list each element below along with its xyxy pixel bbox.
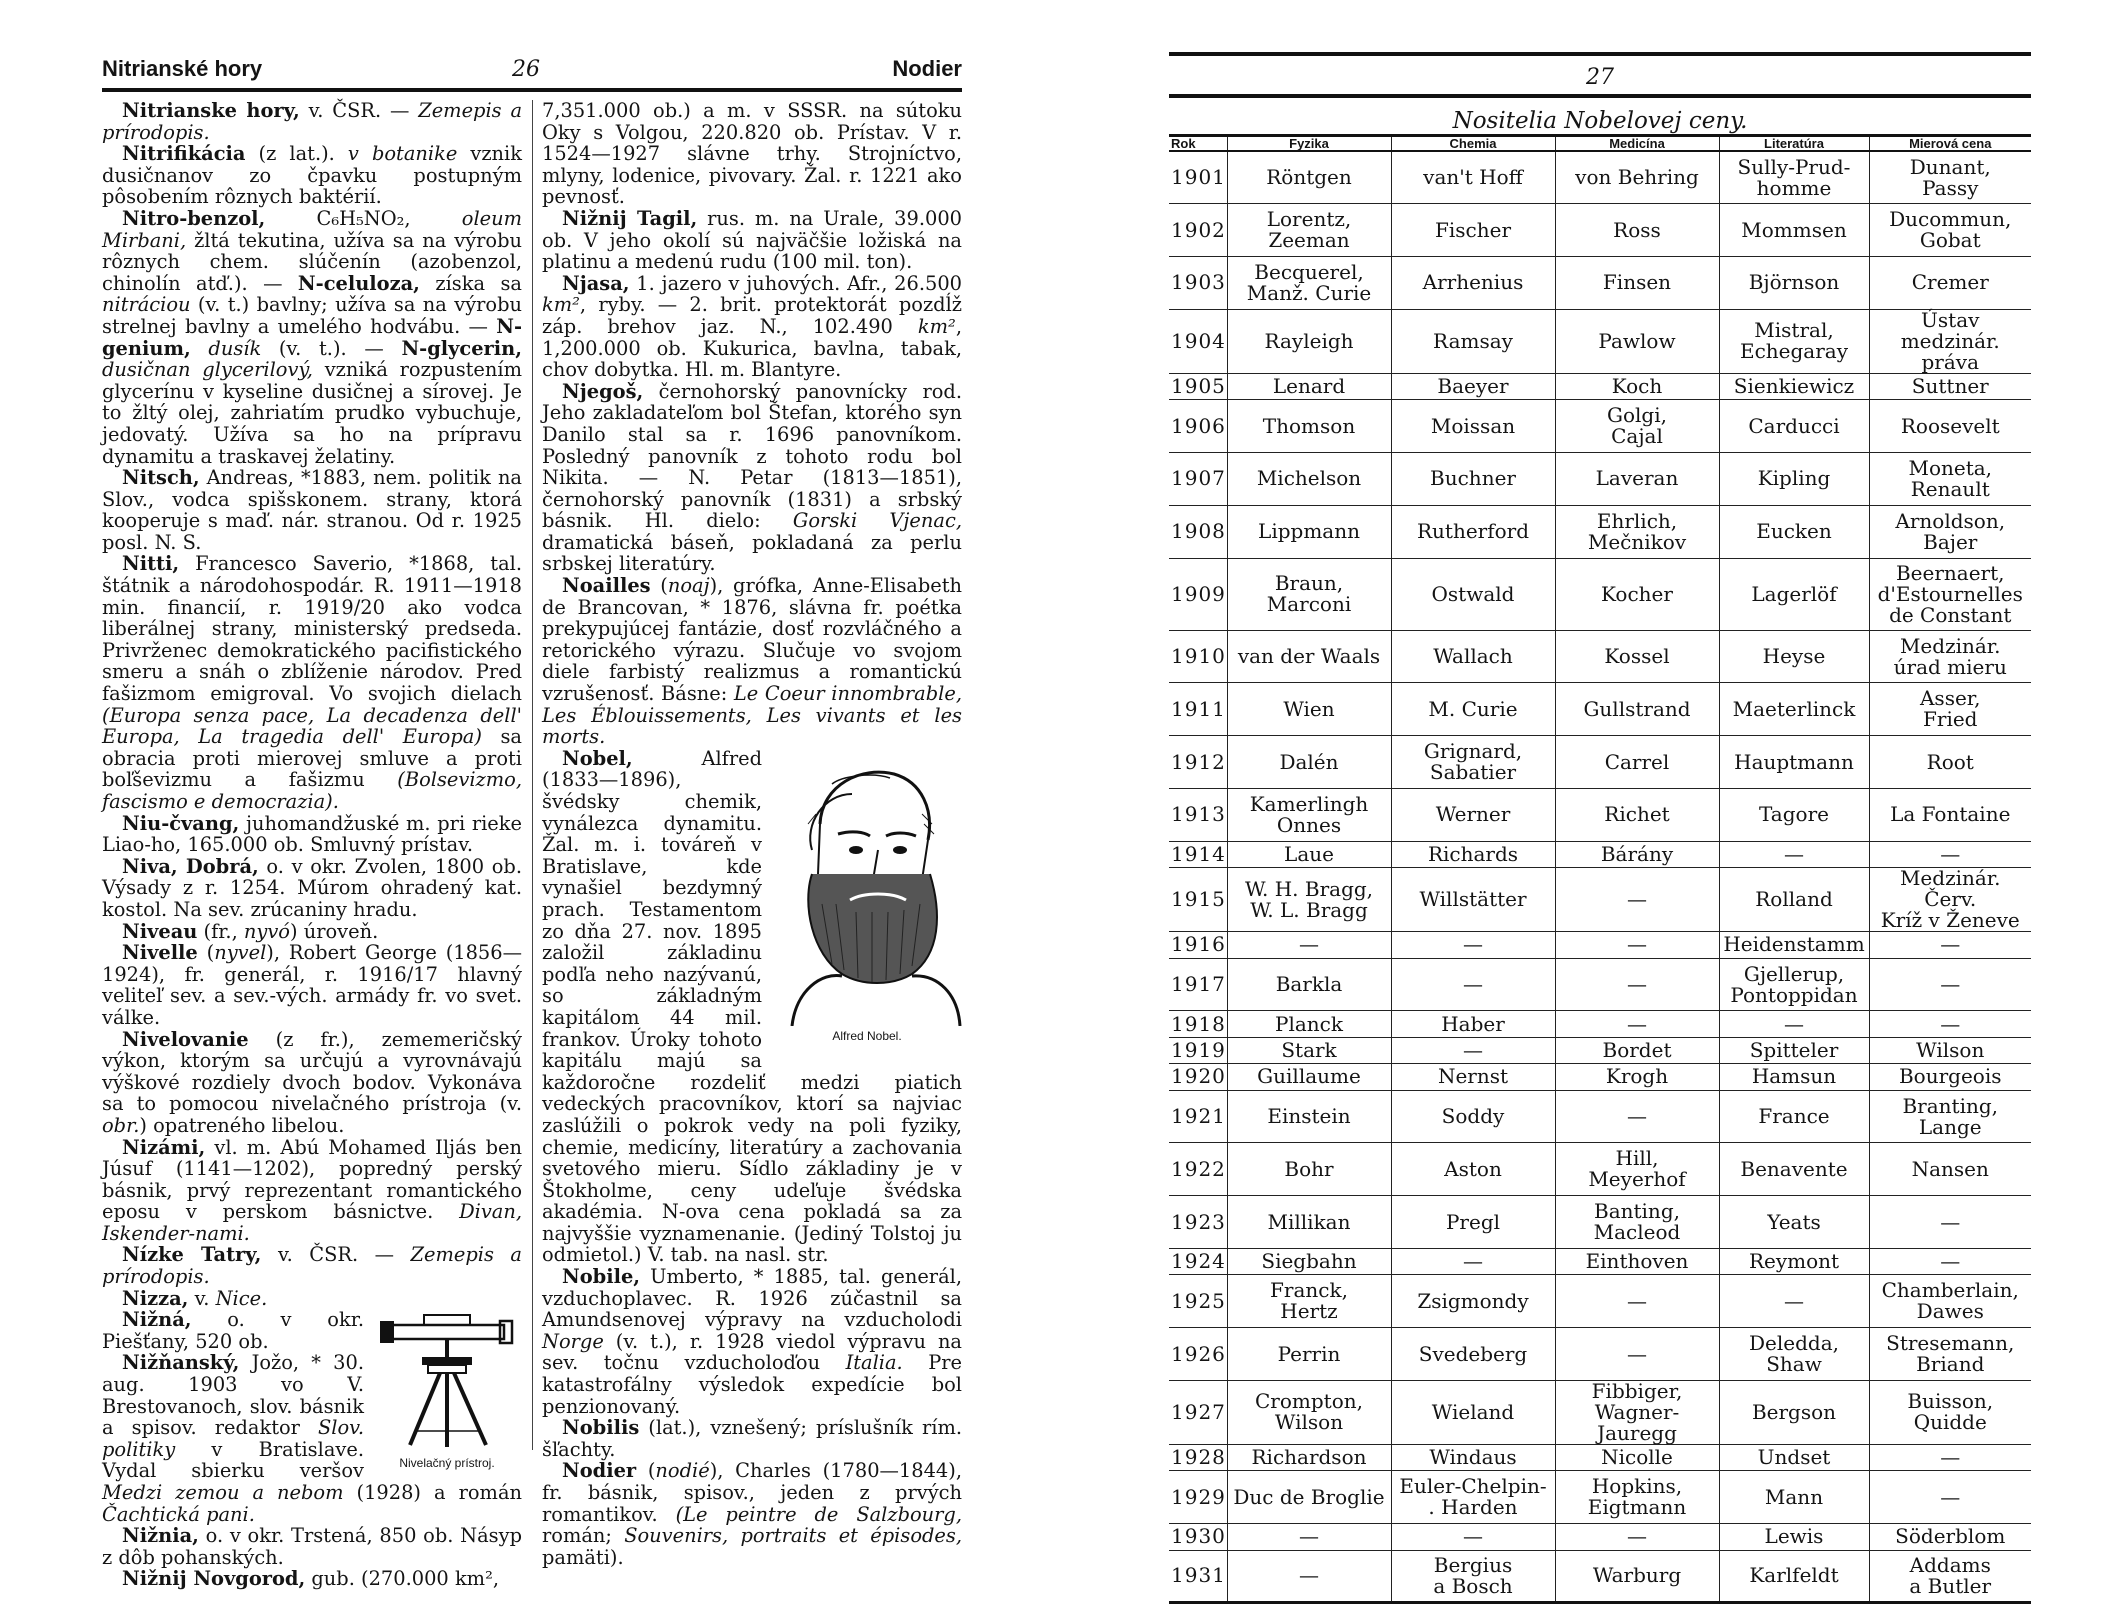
laureate-cell: Medzinár. Červ. Kríž v Ženeve: [1869, 868, 2031, 932]
year-cell: 1920: [1171, 1064, 1226, 1089]
column-rule: [532, 100, 533, 1450]
laureate-cell: —: [1555, 932, 1719, 958]
year-cell: 1921: [1169, 1090, 1227, 1143]
laureate-cell: Heidenstamm: [1719, 932, 1869, 958]
table-row: [1169, 789, 2031, 842]
laureate-cell: van der Waals: [1227, 630, 1391, 683]
entry-niva-dobra: Niva, Dobrá, o. v okr. Zvolen, 1800 ob. Výsady z r. 1254. Múrom ohradený kat. kostol. Na sev. zrúcaniny hradu.: [102, 854, 522, 921]
laureate-cell: Euler-Chelpin- . Harden: [1391, 1471, 1555, 1524]
laureate-cell: Buisson, Quidde: [1869, 1380, 2031, 1444]
table-row: [1169, 683, 2031, 736]
laureate-cell: van't Hoff: [1391, 151, 1555, 204]
table-row: [1169, 1064, 2031, 1090]
left-page-header: [102, 52, 962, 92]
laureate-cell: —: [1555, 1275, 1719, 1328]
column-header: Rok: [1169, 136, 1227, 152]
laureate-cell: Root: [1869, 736, 2031, 789]
laureate-cell: —: [1719, 841, 1869, 867]
right-running-head: Nodier: [892, 56, 962, 81]
laureate-cell: —: [1555, 868, 1719, 932]
laureate-cell: Bergius a Bosch: [1391, 1550, 1555, 1603]
table-row: [1169, 1380, 2031, 1444]
year-cell: 1910: [1169, 630, 1227, 683]
table-row: [1169, 630, 2031, 683]
laureate-cell: Siegbahn: [1227, 1249, 1391, 1275]
laureate-cell: Braun, Marconi: [1227, 558, 1391, 630]
laureate-cell: Werner: [1391, 789, 1555, 842]
laureate-cell: Laveran: [1555, 453, 1719, 506]
entry-nivelle: Nivelle (nyvel), Robert George (1856—1924), fr. generál, r. 1916/17 hlavný veliteľ sev. a sev.-vých. armády fr. vo svet. válke.: [102, 941, 522, 1029]
table-row: [1169, 400, 2031, 453]
entry-niznij-novgorod: Nižnij Novgorod, gub. (270.000 km²,: [122, 1567, 500, 1591]
laureate-cell: Deledda, Shaw: [1719, 1328, 1869, 1381]
laureate-cell: Kossel: [1555, 630, 1719, 683]
laureate-cell: Haber: [1391, 1011, 1555, 1037]
entry-njasa: Njasa, 1. jazero v juhových. Afr., 26.500 km², ryby. — 2. brit. protektorát pozdĺž záp. brehov jaz. N., 102.490 km², 1,200.000 ob. Kukurica, bavlna, tabak, chov dobytka. Hl. m. Blantyre.: [542, 271, 962, 382]
laureate-cell: —: [1869, 958, 2031, 1011]
laureate-cell: —: [1869, 841, 2031, 867]
column-header: Medicína: [1555, 136, 1719, 152]
year-cell: 1931: [1169, 1550, 1227, 1603]
entry-njegos: Njegoš, černohorský panovnícky rod. Jeho zakladateľom bol Štefan, ktorého syn Danilo stal sa r. 1696 panovníkom. Posledný panovník z tohoto rodu bol Nikita. — N. Petar (1813—1851), černohorský panovník (1831) a srbský básnik. Hl. dielo: Gorski Vjenac, dramatická báseň, pokladaná za perlu srbskej literatúry.: [542, 379, 962, 576]
table-row: [1169, 1090, 2031, 1143]
entry-nizna: Nižná, o. v okr. Piešťany, 520 ob.: [102, 1308, 364, 1353]
table-row: [1169, 257, 2031, 310]
laureate-cell: Hauptmann: [1719, 736, 1869, 789]
right-page-header: [1169, 52, 2031, 98]
entry-nitti: Nitti, Francesco Saverio, *1868, tal. štátnik a národohospodár. R. 1911—1918 min. financií, r. 1919/20 ako vodca liberálnej strany, ministerský predseda. Privrženec demokratického pacifistického smeru a snáh o zblíženie národov. Pred fašizmom emigroval. Vo svojich dielach (Europa senza pace, La decadenza dell' Europa, La tragedia dell' Europa) sa obracia proti mierovej smluve a proti boľševizmu a fašizmu (Bolsevizmo, fascismo e democrazia).: [102, 552, 522, 813]
year-cell: 1923: [1169, 1196, 1227, 1249]
laureate-cell: Asser, Fried: [1869, 683, 2031, 736]
laureate-cell: —: [1391, 1249, 1555, 1275]
entry-nivelovanie: Nivelovanie (z fr.), zememeričský výkon, ktorým sa určujú a vyrovnávajú výškové rozdiely dvoch bodov. Vykonáva sa to pomocou nivelačného prístroja (v. obr.) opatreného libelou.: [102, 1027, 522, 1137]
table-row: [1169, 1328, 2031, 1381]
column-header: Literatúra: [1719, 136, 1869, 152]
instrument-caption: Nivelačný prístroj.: [399, 1456, 495, 1471]
laureate-cell: —: [1869, 1196, 2031, 1249]
laureate-cell: Karlfeldt: [1719, 1550, 1869, 1603]
year-cell: 1904: [1169, 309, 1227, 373]
year-cell: 1924: [1171, 1249, 1226, 1274]
laureate-cell: —: [1555, 1090, 1719, 1143]
laureate-cell: Maeterlinck: [1719, 683, 1869, 736]
entry-niznia: Nižnia, o. v okr. Trstená, 850 ob. Násyp z dôb pohanských.: [102, 1524, 522, 1569]
year-cell: 1905: [1171, 374, 1226, 399]
table-row: [1169, 1524, 2031, 1550]
laureate-cell: Moneta, Renault: [1869, 453, 2031, 506]
laureate-cell: W. H. Bragg, W. L. Bragg: [1227, 868, 1391, 932]
table-row: [1169, 736, 2031, 789]
laureate-cell: Perrin: [1227, 1328, 1391, 1381]
laureate-cell: Duc de Broglie: [1227, 1471, 1391, 1524]
table-row: [1169, 1037, 2031, 1063]
laureate-cell: Heyse: [1719, 630, 1869, 683]
laureate-cell: Beernaert, d'Estournelles de Constant: [1869, 558, 2031, 630]
year-cell: 1922: [1169, 1143, 1227, 1196]
laureate-cell: La Fontaine: [1869, 789, 2031, 842]
alfred-nobel-portrait: [772, 754, 962, 1049]
year-cell: 1927: [1169, 1380, 1227, 1444]
column-header: Mierová cena: [1869, 136, 2031, 152]
laureate-cell: von Behring: [1555, 151, 1719, 204]
laureate-cell: Branting, Lange: [1869, 1090, 2031, 1143]
laureate-cell: Spitteler: [1719, 1037, 1869, 1063]
laureate-cell: Fibbiger, Wagner-Jauregg: [1555, 1380, 1719, 1444]
laureate-cell: Franck, Hertz: [1227, 1275, 1391, 1328]
laureate-cell: Krogh: [1555, 1064, 1719, 1090]
year-cell: 1915: [1169, 868, 1227, 932]
laureate-cell: —: [1869, 1444, 2031, 1470]
laureate-cell: Ehrlich, Mečnikov: [1555, 505, 1719, 558]
laureate-cell: Ramsay: [1391, 309, 1555, 373]
laureate-cell: Arnoldson, Bajer: [1869, 505, 2031, 558]
laureate-cell: Ústav medzinár. práva: [1869, 309, 2031, 373]
entry-nitrifikacia: Nitrifikácia (z lat.). v botanike vznik dusičnanov zo čpavku postupným pôsobením rôznych baktérií.: [102, 142, 522, 209]
table-row: [1169, 373, 2031, 399]
laureate-cell: Fischer: [1391, 204, 1555, 257]
right-page: [1055, 0, 2110, 1598]
laureate-cell: Richardson: [1227, 1444, 1391, 1470]
year-cell: 1906: [1169, 400, 1227, 453]
laureate-cell: Nernst: [1391, 1064, 1555, 1090]
left-page: [0, 0, 1055, 1591]
table-row: [1169, 1196, 2031, 1249]
year-cell: 1926: [1169, 1328, 1227, 1381]
column-header: Fyzika: [1227, 136, 1391, 152]
laureate-cell: Hopkins, Eigtmann: [1555, 1471, 1719, 1524]
table-body: [1169, 151, 2031, 1603]
year-cell: 1909: [1169, 558, 1227, 630]
year-cell: 1925: [1169, 1275, 1227, 1328]
laureate-cell: Bárány: [1555, 841, 1719, 867]
table-row: [1169, 958, 2031, 1011]
laureate-cell: Nicolle: [1555, 1444, 1719, 1470]
year-cell: 1902: [1169, 204, 1227, 257]
right-page-number: 27: [1586, 65, 1614, 90]
laureate-cell: —: [1719, 1275, 1869, 1328]
laureate-cell: Suttner: [1869, 373, 2031, 399]
laureate-cell: Kamerlingh Onnes: [1227, 789, 1391, 842]
laureate-cell: Rolland: [1719, 868, 1869, 932]
laureate-cell: Eucken: [1719, 505, 1869, 558]
laureate-cell: —: [1391, 958, 1555, 1011]
year-cell: 1907: [1169, 453, 1227, 506]
laureate-cell: Michelson: [1227, 453, 1391, 506]
laureate-cell: Baeyer: [1391, 373, 1555, 399]
year-cell: 1929: [1169, 1471, 1227, 1524]
entry-nobel: Nobel, Alfred (1833—1896), švédsky chemik, vynálezca dynamitu. Žal. m. i. továreň v Bratislave, kde vynašiel bezdymný prach. Testamentom zo dňa 27. nov. 1895 založil základinu podľa neho nazývanú, so základným kapitálom 44 mil. frankov. Úroky tohoto kapitálu majú sa každoročne rozdeliť medzi piatich vedeckých pracovníkov, ktorí sa najviac zaslúžili o pokrok vedy na poli fyziky, chemie, medicíny, literatúry a zachovania svetového mieru. Sídlo základiny je v Štokholme, ceny udeľuje švédska akadémia. N-ova cena pokladá sa za najvyššie vyznamenanie. (Jediný Tolstoj ju odmietol.) V. tab. na nasl. str.: [542, 746, 962, 1267]
nobel-portrait-icon: [772, 754, 962, 1026]
laureate-cell: Richet: [1555, 789, 1719, 842]
entry-noailles: Noailles (noaj), grófka, Anne-Elisabeth de Brancovan, * 1876, slávna fr. poétka prekypujúcej fantázie, dosť rozvláčného a retorického výrazu. Slučuje vo svojom diele farbistý realizmus a romantickú vzrušenosť. Básne: Le Coeur innombrable, Les Éblouissements, Les vivants et les morts.: [542, 574, 963, 749]
laureate-cell: Lippmann: [1227, 505, 1391, 558]
laureate-cell: Aston: [1391, 1143, 1555, 1196]
laureate-cell: Zsigmondy: [1391, 1275, 1555, 1328]
laureate-cell: Rayleigh: [1227, 309, 1391, 373]
laureate-cell: Barkla: [1227, 958, 1391, 1011]
left-column: [102, 100, 522, 1590]
year-cell: 1917: [1169, 958, 1227, 1011]
laureate-cell: France: [1719, 1090, 1869, 1143]
table-row: [1169, 558, 2031, 630]
laureate-cell: —: [1869, 1471, 2031, 1524]
laureate-cell: Pawlow: [1555, 309, 1719, 373]
laureate-cell: Reymont: [1719, 1249, 1869, 1275]
laureate-cell: Bourgeois: [1869, 1064, 2031, 1090]
table-row: [1169, 1444, 2031, 1470]
year-cell: 1928: [1171, 1445, 1226, 1470]
table-row: [1169, 932, 2031, 958]
laureate-cell: Yeats: [1719, 1196, 1869, 1249]
table-row: [1169, 1471, 2031, 1524]
left-running-head: Nitrianské hory: [102, 56, 263, 81]
laureate-cell: Grignard, Sabatier: [1391, 736, 1555, 789]
table-row: [1169, 841, 2031, 867]
laureate-cell: Sienkiewicz: [1719, 373, 1869, 399]
laureate-cell: Röntgen: [1227, 151, 1391, 204]
laureate-cell: Gullstrand: [1555, 683, 1719, 736]
laureate-cell: Thomson: [1227, 400, 1391, 453]
year-cell: 1903: [1169, 257, 1227, 310]
table-row: [1169, 1550, 2031, 1603]
entry-nobilis: Nobilis (lat.), vznešený; príslušník rím. šľachty.: [542, 1416, 962, 1461]
laureate-cell: Mann: [1719, 1471, 1869, 1524]
entry-nodier: Nodier (nodié), Charles (1780—1844), fr. básnik, spisov., jeden z prvých romantikov. (Le peintre de Salzbourg, román; Souvenirs, portraits et épisodes, pamäti).: [542, 1459, 962, 1569]
laureate-cell: Mommsen: [1719, 204, 1869, 257]
entry-nitrianske-hory: Nitrianske hory, v. ČSR. — Zemepis a prírodopis.: [102, 99, 523, 144]
laureate-cell: M. Curie: [1391, 683, 1555, 736]
laureate-cell: Kocher: [1555, 558, 1719, 630]
laureate-cell: Einstein: [1227, 1090, 1391, 1143]
laureate-cell: Lewis: [1719, 1524, 1869, 1550]
table-row: [1169, 453, 2031, 506]
year-cell: 1911: [1169, 683, 1227, 736]
laureate-cell: Wilson: [1869, 1037, 2031, 1063]
laureate-cell: Buchner: [1391, 453, 1555, 506]
laureate-cell: —: [1555, 1011, 1719, 1037]
year-cell: 1901: [1169, 151, 1227, 204]
laureate-cell: Medzinár. úrad mieru: [1869, 630, 2031, 683]
table-row: [1169, 1143, 2031, 1196]
entry-niveau: Niveau (fr., nyvó) úroveň.: [122, 919, 379, 943]
laureate-cell: Undset: [1719, 1444, 1869, 1470]
table-row: [1169, 151, 2031, 204]
laureate-cell: Björnson: [1719, 257, 1869, 310]
table-row: [1169, 505, 2031, 558]
laureate-cell: Söderblom: [1869, 1524, 2031, 1550]
laureate-cell: Wieland: [1391, 1380, 1555, 1444]
left-page-number: 26: [512, 57, 540, 82]
laureate-cell: Lagerlöf: [1719, 558, 1869, 630]
portrait-caption: Alfred Nobel.: [832, 1028, 902, 1043]
laureate-cell: Rutherford: [1391, 505, 1555, 558]
laureate-cell: Tagore: [1719, 789, 1869, 842]
laureate-cell: Cremer: [1869, 257, 2031, 310]
laureate-cell: Windaus: [1391, 1444, 1555, 1470]
nobel-laureates-table: [1169, 134, 2031, 1604]
laureate-cell: —: [1391, 932, 1555, 958]
laureate-cell: Willstätter: [1391, 868, 1555, 932]
laureate-cell: Planck: [1227, 1011, 1391, 1037]
entry-nitsch: Nitsch, Andreas, *1883, nem. politik na Slov., vodca spišskonem. strany, ktorá kooperuje s maď. nár. stranou. Od r. 1925 posl. N. S.: [102, 466, 522, 554]
table-row: [1169, 1249, 2031, 1275]
year-cell: 1914: [1171, 842, 1226, 867]
laureate-cell: Mistral, Echegaray: [1719, 309, 1869, 373]
laureate-cell: Benavente: [1719, 1143, 1869, 1196]
laureate-cell: Arrhenius: [1391, 257, 1555, 310]
laureate-cell: Wien: [1227, 683, 1391, 736]
leveling-instrument-icon: [372, 1313, 522, 1453]
laureate-cell: —: [1869, 932, 2031, 958]
entry-nizami: Nizámi, vl. m. Abú Mohamed Iljás ben Júsuf (1141—1202), popredný perský básnik, prvý reprezentant romantického eposu v perskom básnictve. Divan, Iskender-nami.: [102, 1135, 522, 1245]
laureate-cell: —: [1391, 1037, 1555, 1063]
laureate-cell: —: [1869, 1011, 2031, 1037]
year-cell: 1918: [1171, 1011, 1226, 1036]
laureate-cell: Svedeberg: [1391, 1328, 1555, 1381]
laureate-cell: Stark: [1227, 1037, 1391, 1063]
laureate-cell: Einthoven: [1555, 1249, 1719, 1275]
entry-nizza: Nizza, v. Nice.: [122, 1286, 268, 1310]
laureate-cell: —: [1391, 1524, 1555, 1550]
entry-nizke-tatry: Nízke Tatry, v. ČSR. — Zemepis a prírodopis.: [102, 1243, 522, 1289]
table-row: [1169, 309, 2031, 373]
laureate-cell: Dalén: [1227, 736, 1391, 789]
laureate-cell: Richards: [1391, 841, 1555, 867]
laureate-cell: —: [1719, 1011, 1869, 1037]
year-cell: 1919: [1171, 1038, 1226, 1063]
laureate-cell: Ross: [1555, 204, 1719, 257]
laureate-cell: Kipling: [1719, 453, 1869, 506]
laureate-cell: Hill, Meyerhof: [1555, 1143, 1719, 1196]
laureate-cell: Crompton, Wilson: [1227, 1380, 1391, 1444]
leveling-instrument-figure: [372, 1313, 522, 1471]
laureate-cell: Roosevelt: [1869, 400, 2031, 453]
laureate-cell: Koch: [1555, 373, 1719, 399]
entry-nitro-benzol: Nitro-benzol, C₆H₅NO₂, oleum Mirbani, žltá tekutina, užíva sa na výrobu rôznych chem. slúčenín (azobenzol, chinolín atď.). — N-celuloza, získa sa nitráciou (v. t.) bavlny; užíva sa na výrobu strelnej bavlny a umelého hodvábu. — N-genium, dusík (v. t.). — N-glycerin, dusičnan glycerilový, vzniká rozpustením glycerínu v kyseline dusičnej a sírovej. Je to žltý olej, zahriatím prudko vybuchuje, jedovatý. Užíva sa ho na prípravu dynamitu a traskavej želatiny.: [102, 206, 522, 468]
laureate-cell: Gjellerup, Pontoppidan: [1719, 958, 1869, 1011]
laureate-cell: Carrel: [1555, 736, 1719, 789]
table-row: [1169, 1011, 2031, 1037]
laureate-cell: Bohr: [1227, 1143, 1391, 1196]
laureate-cell: Carducci: [1719, 400, 1869, 453]
laureate-cell: Golgi, Cajal: [1555, 400, 1719, 453]
laureate-cell: Addams a Butler: [1869, 1550, 2031, 1603]
laureate-cell: Chamberlain, Dawes: [1869, 1275, 2031, 1328]
year-cell: 1908: [1169, 505, 1227, 558]
year-cell: 1912: [1169, 736, 1227, 789]
entry-niznij-novgorod-cont: 7,351.000 ob.) a m. v SSSR. na sútoku Oky s Volgou, 220.820 ob. Prístav. V r. 1524—1927 slávne trhy. Strojníctvo, mlyny, lodenice, pivovary. Žal. r. 1221 ako pevnosť.: [542, 99, 962, 209]
table-row: [1169, 868, 2031, 932]
laureate-cell: Warburg: [1555, 1550, 1719, 1603]
laureate-cell: Finsen: [1555, 257, 1719, 310]
laureate-cell: —: [1227, 1550, 1391, 1603]
laureate-cell: —: [1869, 1249, 2031, 1275]
entry-niznansky: Nižňanský, Jožo, * 30. aug. 1903 vo V. Brestovanoch, slov. básnik a spisov. redaktor Slov. politiky v Bratislave. Vydal sbierku veršov Medzi zemou a nebom (1928) a román Čachtická pani.: [102, 1351, 522, 1526]
table-header-row: [1169, 136, 2031, 152]
laureate-cell: —: [1555, 1328, 1719, 1381]
laureate-cell: Stresemann, Briand: [1869, 1328, 2031, 1381]
laureate-cell: Becquerel, Manž. Curie: [1227, 257, 1391, 310]
table-row: [1169, 204, 2031, 257]
laureate-cell: Nansen: [1869, 1143, 2031, 1196]
laureate-cell: —: [1555, 958, 1719, 1011]
column-header: Chemia: [1391, 136, 1555, 152]
laureate-cell: Bordet: [1555, 1037, 1719, 1063]
year-cell: 1930: [1171, 1524, 1226, 1549]
laureate-cell: Pregl: [1391, 1196, 1555, 1249]
laureate-cell: Moissan: [1391, 400, 1555, 453]
laureate-cell: Laue: [1227, 841, 1391, 867]
laureate-cell: Lorentz, Zeeman: [1227, 204, 1391, 257]
right-column: [542, 100, 962, 1568]
laureate-cell: Lenard: [1227, 373, 1391, 399]
laureate-cell: —: [1227, 1524, 1391, 1550]
laureate-cell: Sully-Prud- homme: [1719, 151, 1869, 204]
laureate-cell: Ostwald: [1391, 558, 1555, 630]
laureate-cell: —: [1555, 1524, 1719, 1550]
laureate-cell: Banting, Macleod: [1555, 1196, 1719, 1249]
laureate-cell: Dunant, Passy: [1869, 151, 2031, 204]
year-cell: 1916: [1171, 932, 1226, 957]
entry-niu-cvang: Niu-čvang, juhomandžuské m. pri rieke Liao-ho, 165.000 ob. Smluvný prístav.: [102, 811, 522, 857]
entry-nobile: Nobile, Umberto, * 1885, tal. generál, vzduchoplavec. R. 1926 zúčastnil sa Amundsenovej výpravy na vzducholodi Norge (v. t.), r. 1928 viedol výpravu na sev. točnu vzducholoďou Italia. Pre katastrofálny výsledok expedície bol penzionovaný.: [542, 1265, 962, 1418]
laureate-cell: Millikan: [1227, 1196, 1391, 1249]
entry-niznij-tagil: Nižnij Tagil, rus. m. na Urale, 39.000 ob. V jeho okolí sú najväčšie ložiská na platinu a medenú rudu (100 mil. ton).: [542, 206, 962, 274]
laureate-cell: Bergson: [1719, 1380, 1869, 1444]
laureate-cell: Guillaume: [1227, 1064, 1391, 1090]
laureate-cell: Hamsun: [1719, 1064, 1869, 1090]
table-row: [1169, 1275, 2031, 1328]
laureate-cell: Soddy: [1391, 1090, 1555, 1143]
year-cell: 1913: [1169, 789, 1227, 842]
table-title: Nositelia Nobelovej ceny.: [1452, 108, 1748, 134]
laureate-cell: Wallach: [1391, 630, 1555, 683]
laureate-cell: Ducommun, Gobat: [1869, 204, 2031, 257]
laureate-cell: —: [1227, 932, 1391, 958]
